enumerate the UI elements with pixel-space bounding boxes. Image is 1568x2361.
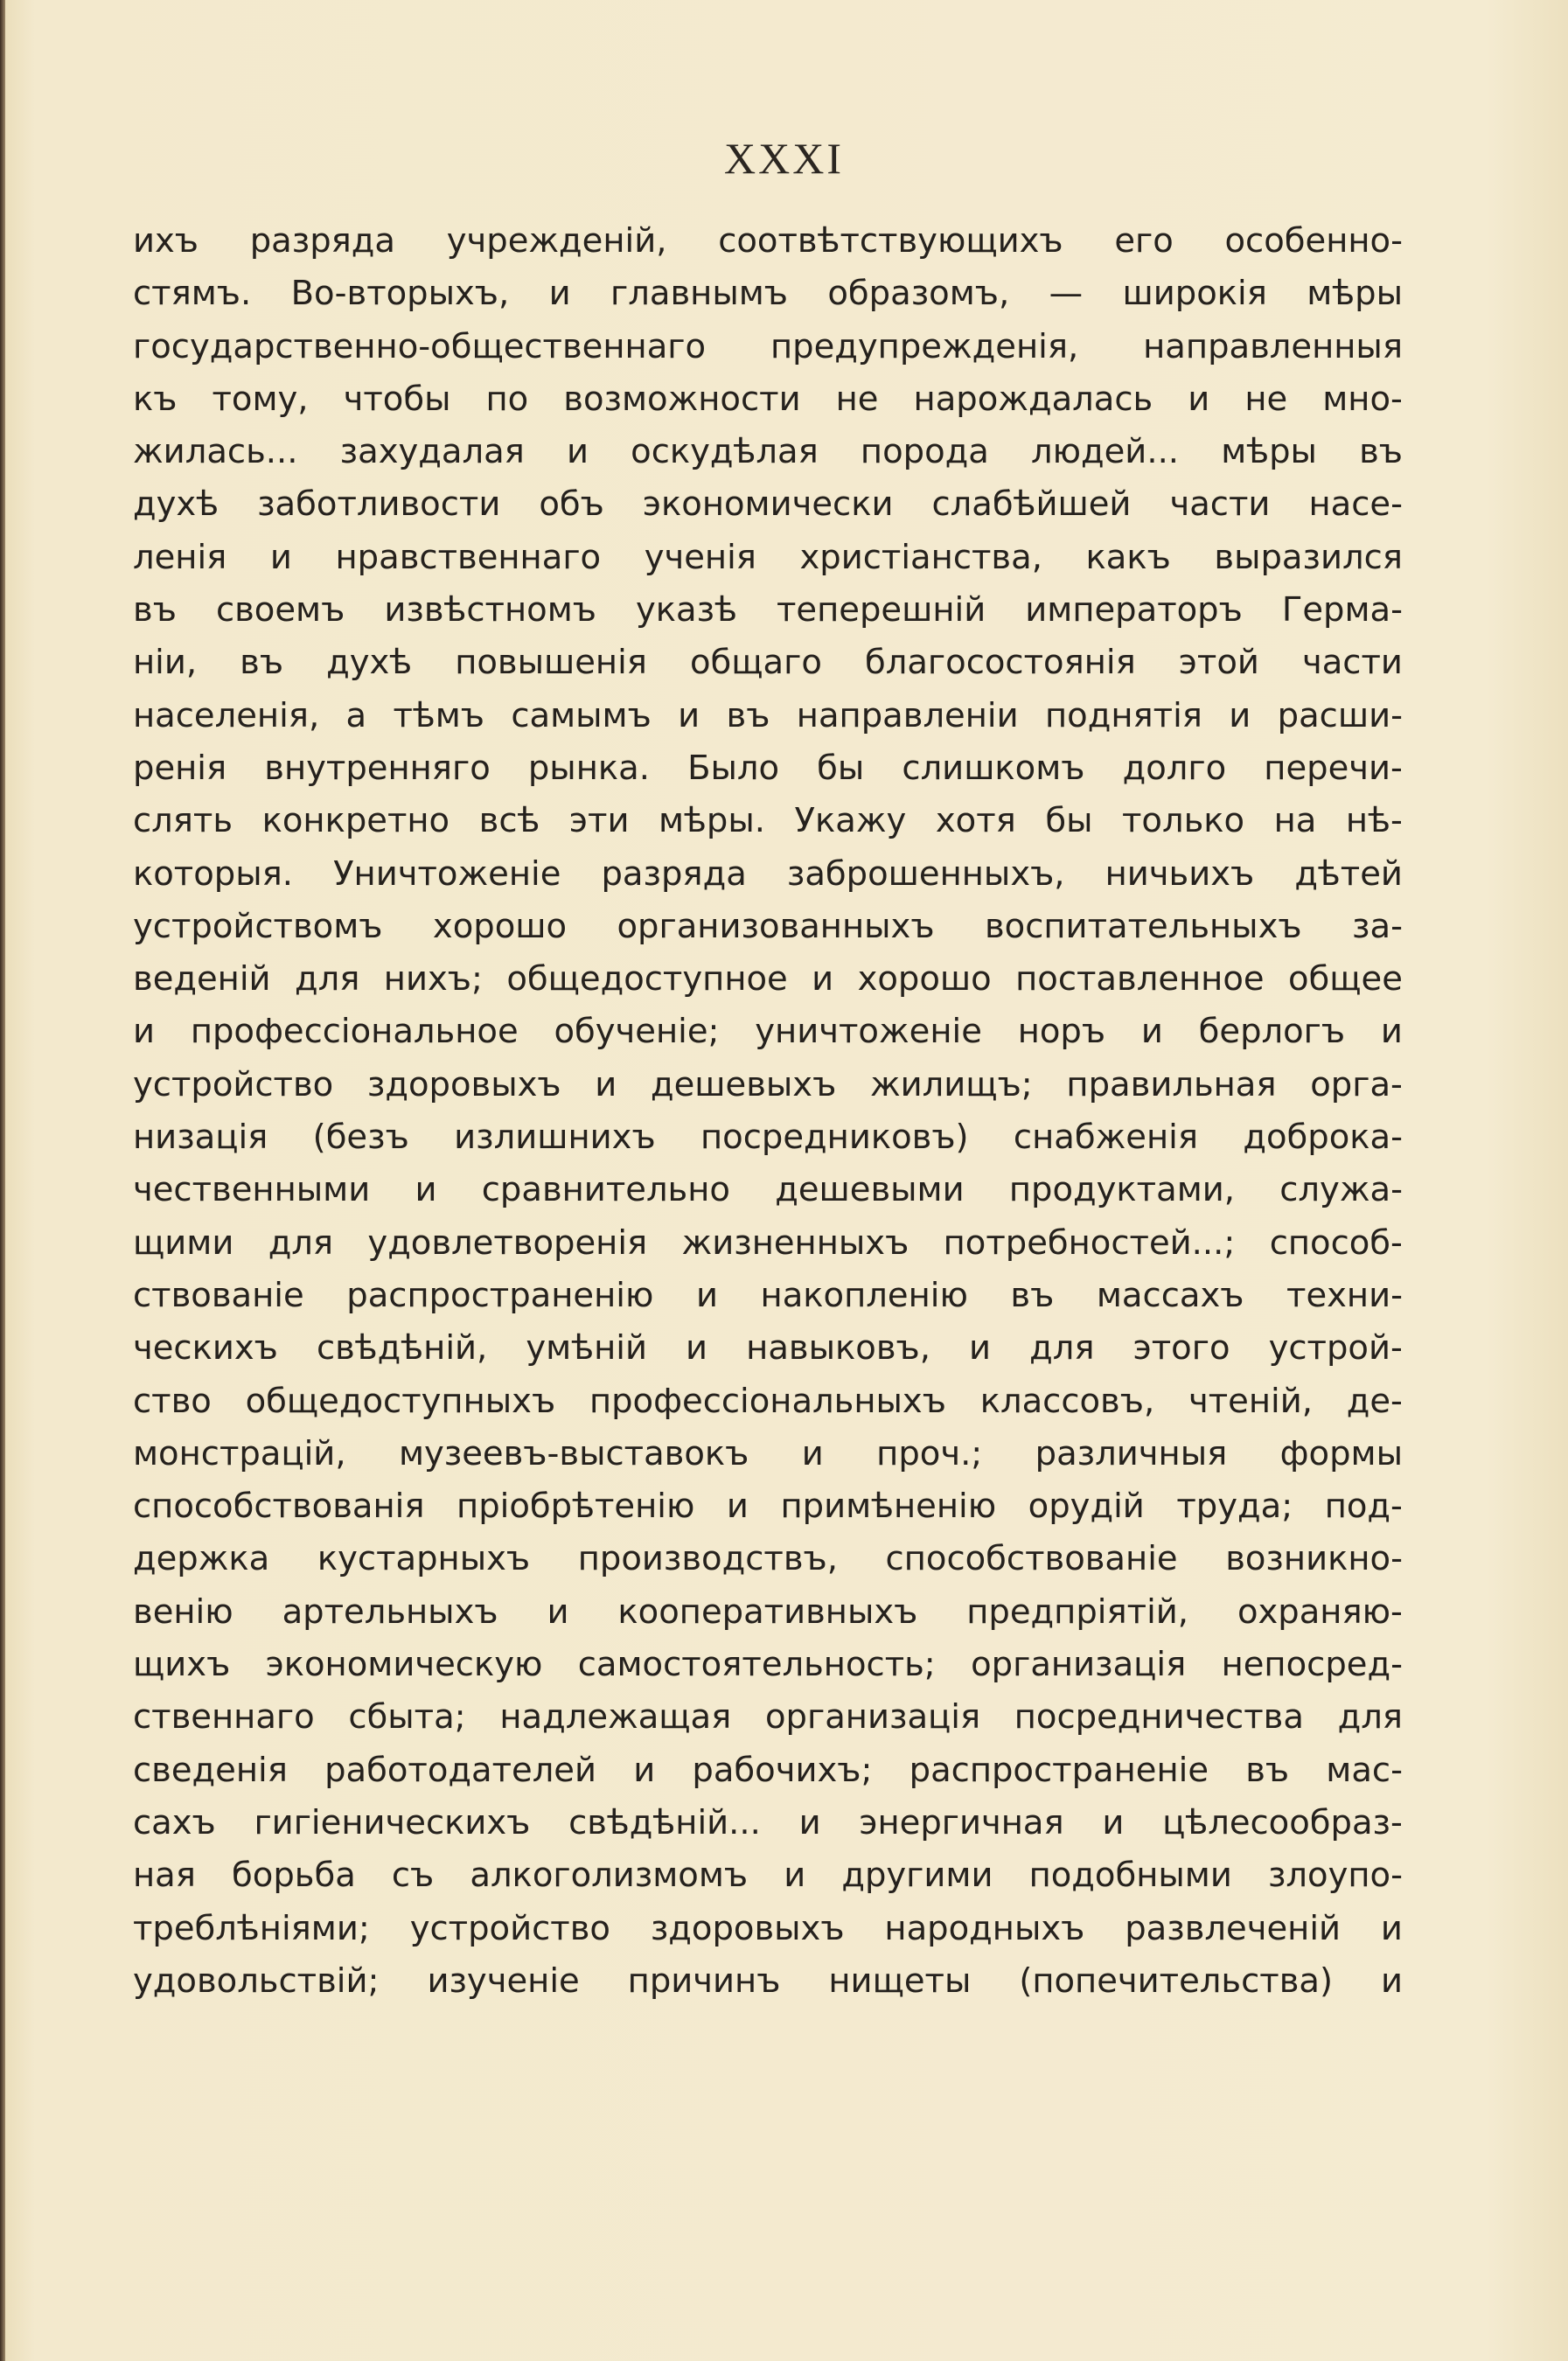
word: посредничества bbox=[1014, 1697, 1304, 1738]
text-line bbox=[133, 532, 1403, 584]
text-line bbox=[133, 637, 1403, 689]
word: народныхъ bbox=[884, 1908, 1085, 1948]
word: устрой- bbox=[1268, 1328, 1403, 1369]
word: щими bbox=[133, 1222, 234, 1263]
word: общедоступное bbox=[506, 959, 788, 999]
word: производствъ, bbox=[577, 1539, 838, 1579]
word: умѣній bbox=[526, 1328, 647, 1369]
word: и bbox=[1380, 1961, 1403, 2001]
word: примѣненію bbox=[780, 1487, 997, 1527]
text-line bbox=[133, 1059, 1403, 1111]
word: указѣ bbox=[635, 590, 737, 630]
text-line bbox=[133, 373, 1403, 426]
text-line bbox=[133, 690, 1403, 742]
text-line bbox=[133, 1006, 1403, 1058]
word: для bbox=[294, 959, 360, 999]
text-line bbox=[133, 1164, 1403, 1216]
word: (безъ bbox=[312, 1118, 409, 1158]
word: христіанства, bbox=[799, 537, 1042, 577]
word: людей... bbox=[1030, 432, 1180, 472]
word: Во-вторыхъ, bbox=[290, 274, 510, 314]
word: устройство bbox=[133, 1064, 334, 1104]
word: заботливости bbox=[257, 484, 501, 525]
text-line bbox=[133, 1480, 1403, 1533]
word: поставленное bbox=[1015, 959, 1265, 999]
word: профессіональное bbox=[190, 1012, 519, 1052]
word: и bbox=[784, 1856, 806, 1896]
word: его bbox=[1114, 221, 1174, 261]
word: кустарныхъ bbox=[317, 1539, 531, 1579]
word: воспитательныхъ bbox=[984, 906, 1302, 946]
word: и bbox=[678, 695, 700, 735]
word: способ- bbox=[1269, 1222, 1403, 1263]
word: чественными bbox=[133, 1170, 371, 1210]
text-line bbox=[133, 1903, 1403, 1955]
word: щихъ bbox=[133, 1645, 231, 1685]
word: Укажу bbox=[794, 801, 907, 841]
word: нищеты bbox=[828, 1961, 972, 2001]
word: способствованія bbox=[133, 1487, 425, 1527]
word: гигіеническихъ bbox=[254, 1802, 531, 1842]
word: своемъ bbox=[215, 590, 345, 630]
word: и bbox=[1102, 1802, 1125, 1842]
word: стямъ. bbox=[133, 274, 252, 314]
word: направленіи bbox=[796, 695, 1019, 735]
word: по bbox=[485, 379, 529, 419]
word: Уничтоженіе bbox=[333, 853, 561, 894]
word: доброка- bbox=[1243, 1118, 1403, 1158]
word: де- bbox=[1346, 1381, 1403, 1421]
word: въ bbox=[133, 590, 177, 630]
word: потребностей...; bbox=[943, 1222, 1236, 1263]
word: хорошо bbox=[432, 906, 568, 946]
word: мас- bbox=[1326, 1750, 1403, 1790]
word: этой bbox=[1178, 643, 1259, 683]
text-line bbox=[133, 1639, 1403, 1691]
word: тѣмъ bbox=[393, 695, 485, 735]
word: хорошо bbox=[857, 959, 992, 999]
word: возникно- bbox=[1225, 1539, 1403, 1579]
word: и bbox=[633, 1750, 656, 1790]
word: — bbox=[1049, 274, 1084, 314]
word: особенно- bbox=[1224, 221, 1403, 261]
word: ная bbox=[133, 1856, 196, 1896]
word: надлежащая bbox=[499, 1697, 732, 1738]
word: и bbox=[1140, 1012, 1163, 1052]
word: расши- bbox=[1277, 695, 1403, 735]
word: направленныя bbox=[1143, 326, 1403, 366]
word: подобными bbox=[1028, 1856, 1232, 1896]
word: части bbox=[1301, 643, 1403, 683]
word: чтобы bbox=[343, 379, 451, 419]
word: самостоятельность; bbox=[577, 1645, 936, 1685]
word: массахъ bbox=[1096, 1275, 1244, 1315]
word: для bbox=[1337, 1697, 1403, 1738]
page-number: XXXI bbox=[724, 134, 844, 183]
word: веденій bbox=[133, 959, 271, 999]
word: перечи- bbox=[1264, 748, 1403, 788]
word: и bbox=[133, 1012, 156, 1052]
word: извѣстномъ bbox=[384, 590, 596, 630]
word: захудалая bbox=[339, 432, 525, 472]
word: къ bbox=[133, 379, 178, 419]
word: въ bbox=[726, 695, 770, 735]
word: музеевъ-выставокъ bbox=[398, 1433, 749, 1473]
word: дешевыхъ bbox=[651, 1064, 837, 1104]
word: под- bbox=[1324, 1487, 1403, 1527]
word: устройствомъ bbox=[133, 906, 383, 946]
word: монстрацій, bbox=[133, 1433, 346, 1473]
word: охраняю- bbox=[1237, 1591, 1403, 1632]
word: и bbox=[1380, 1908, 1403, 1948]
word: всѣ bbox=[478, 801, 540, 841]
word: общедоступныхъ bbox=[245, 1381, 556, 1421]
word: въ bbox=[240, 643, 284, 683]
word: орудій bbox=[1028, 1487, 1145, 1527]
word: нѣ- bbox=[1345, 801, 1403, 841]
word: благосостоянія bbox=[864, 643, 1136, 683]
word: и bbox=[1229, 695, 1251, 735]
word: въ bbox=[1359, 432, 1403, 472]
word: разряда bbox=[249, 221, 396, 261]
text-line bbox=[133, 953, 1403, 1006]
word: предупрежденія, bbox=[770, 326, 1079, 366]
word: государственно-общественнаго bbox=[133, 326, 707, 366]
word: разряда bbox=[601, 853, 747, 894]
word: дешевыми bbox=[775, 1170, 965, 1210]
text-line bbox=[133, 1586, 1403, 1639]
word: ніи, bbox=[133, 643, 198, 683]
word: и bbox=[1380, 1012, 1403, 1052]
text-line bbox=[133, 478, 1403, 531]
word: дѣтей bbox=[1294, 853, 1403, 894]
text-line bbox=[133, 1849, 1403, 1902]
word: труда; bbox=[1176, 1487, 1293, 1527]
word: устройство bbox=[409, 1908, 610, 1948]
text-line bbox=[133, 1797, 1403, 1849]
word: главнымъ bbox=[610, 274, 788, 314]
word: теперешній bbox=[777, 590, 986, 630]
word: алкоголизмомъ bbox=[470, 1856, 749, 1896]
word: и bbox=[548, 274, 571, 314]
word: различныя bbox=[1035, 1433, 1228, 1473]
word: другими bbox=[841, 1856, 993, 1896]
word: и bbox=[969, 1328, 992, 1369]
word: эти bbox=[568, 801, 630, 841]
word: конкретно bbox=[261, 801, 450, 841]
word: слишкомъ bbox=[902, 748, 1085, 788]
word: соотвѣтствующихъ bbox=[718, 221, 1063, 261]
word: какъ bbox=[1085, 537, 1171, 577]
text-line bbox=[133, 1691, 1403, 1744]
word: изученіе bbox=[427, 1961, 580, 2001]
word: берлогъ bbox=[1198, 1012, 1346, 1052]
word: хотя bbox=[935, 801, 1016, 841]
word: духѣ bbox=[326, 643, 413, 683]
word: пріобрѣтенію bbox=[456, 1487, 695, 1527]
word: Герма- bbox=[1281, 590, 1403, 630]
word: духѣ bbox=[133, 484, 220, 525]
word: а bbox=[345, 695, 367, 735]
word: и bbox=[415, 1170, 437, 1210]
word: проч.; bbox=[876, 1433, 983, 1473]
word: профессіональныхъ bbox=[589, 1381, 946, 1421]
word: возможности bbox=[563, 379, 801, 419]
word: и bbox=[812, 959, 834, 999]
word: чтеній, bbox=[1188, 1381, 1313, 1421]
word: удовлетворенія bbox=[367, 1222, 648, 1263]
word: снабженія bbox=[1013, 1118, 1198, 1158]
word: организованныхъ bbox=[617, 906, 935, 946]
word: мѣры bbox=[1307, 274, 1403, 314]
word: и bbox=[595, 1064, 617, 1104]
word: бы bbox=[817, 748, 865, 788]
word: повышенія bbox=[455, 643, 647, 683]
word: нарождалась bbox=[913, 379, 1153, 419]
word: сбыта; bbox=[348, 1697, 466, 1738]
word: бы bbox=[1045, 801, 1093, 841]
word: свѣдѣній, bbox=[316, 1328, 488, 1369]
word: правильная bbox=[1066, 1064, 1277, 1104]
word: ихъ bbox=[133, 221, 199, 261]
text-line bbox=[133, 1745, 1403, 1797]
word: на bbox=[1273, 801, 1317, 841]
word: мно- bbox=[1322, 379, 1403, 419]
word: и bbox=[798, 1802, 821, 1842]
word: для bbox=[268, 1222, 334, 1263]
word: здоровыхъ bbox=[366, 1064, 561, 1104]
word: служа- bbox=[1279, 1170, 1403, 1210]
word: въ bbox=[1010, 1275, 1055, 1315]
word: причинъ bbox=[627, 1961, 781, 2001]
word: артельныхъ bbox=[282, 1591, 498, 1632]
text-line bbox=[133, 1322, 1403, 1375]
word: только bbox=[1122, 801, 1245, 841]
word: объ bbox=[539, 484, 604, 525]
word: ство bbox=[133, 1381, 212, 1421]
word: (попечительства) bbox=[1019, 1961, 1333, 2001]
word: злоупо- bbox=[1267, 1856, 1403, 1896]
word: удовольствій; bbox=[133, 1961, 380, 2001]
word: экономически bbox=[642, 484, 894, 525]
word: общее bbox=[1288, 959, 1403, 999]
word: организація bbox=[971, 1645, 1187, 1685]
word: сведенія bbox=[133, 1750, 288, 1790]
word: ученія bbox=[644, 537, 756, 577]
word: обученіе; bbox=[554, 1012, 720, 1052]
word: работодателей bbox=[324, 1750, 597, 1790]
word: мѣры. bbox=[659, 801, 766, 841]
word: императоръ bbox=[1025, 590, 1243, 630]
word: и bbox=[695, 1275, 718, 1315]
text-line bbox=[133, 848, 1403, 901]
text-line bbox=[133, 215, 1403, 268]
word: и bbox=[1188, 379, 1210, 419]
word: орга- bbox=[1310, 1064, 1403, 1104]
word: широкія bbox=[1122, 274, 1267, 314]
word: оскудѣлая bbox=[631, 432, 819, 472]
word: свѣдѣній... bbox=[568, 1802, 761, 1842]
word: для bbox=[1029, 1328, 1095, 1369]
word: жилась... bbox=[133, 432, 298, 472]
word: части bbox=[1169, 484, 1271, 525]
word: ческихъ bbox=[133, 1328, 278, 1369]
word: порода bbox=[860, 432, 989, 472]
word: населенія, bbox=[133, 695, 320, 735]
word: классовъ, bbox=[979, 1381, 1155, 1421]
word: держка bbox=[133, 1539, 270, 1579]
word: жизненныхъ bbox=[681, 1222, 909, 1263]
word: способствованіе bbox=[885, 1539, 1178, 1579]
word: долго bbox=[1122, 748, 1227, 788]
word: продуктами, bbox=[1008, 1170, 1236, 1210]
word: треблѣніями; bbox=[133, 1908, 370, 1948]
word: сахъ bbox=[133, 1802, 216, 1842]
word: и bbox=[547, 1591, 569, 1632]
word: за- bbox=[1352, 906, 1403, 946]
word: ничьихъ bbox=[1105, 853, 1255, 894]
word: и bbox=[801, 1433, 824, 1473]
word: формы bbox=[1279, 1433, 1403, 1473]
word: выразился bbox=[1214, 537, 1403, 577]
word: слабѣйшей bbox=[931, 484, 1132, 525]
word: навыковъ, bbox=[746, 1328, 930, 1369]
word: въ bbox=[1245, 1750, 1290, 1790]
word: здоровыхъ bbox=[650, 1908, 845, 1948]
word: низація bbox=[133, 1118, 268, 1158]
word: уничтоженіе bbox=[755, 1012, 982, 1052]
text-line bbox=[133, 1217, 1403, 1270]
text-line bbox=[133, 1270, 1403, 1322]
word: распространенію bbox=[346, 1275, 654, 1315]
text-line bbox=[133, 742, 1403, 795]
text-line bbox=[133, 1955, 1403, 2008]
word: излишнихъ bbox=[454, 1118, 656, 1158]
word: развлеченій bbox=[1125, 1908, 1342, 1948]
word: ренія bbox=[133, 748, 227, 788]
word: не bbox=[835, 379, 879, 419]
word: тому, bbox=[212, 379, 309, 419]
word: мѣры bbox=[1221, 432, 1317, 472]
word: насе- bbox=[1308, 484, 1403, 525]
text-line bbox=[133, 901, 1403, 953]
word: жилищъ; bbox=[869, 1064, 1033, 1104]
word: рынка. bbox=[527, 748, 650, 788]
word: ственнаго bbox=[133, 1697, 315, 1738]
word: предпріятій, bbox=[966, 1591, 1189, 1632]
text-line bbox=[133, 1111, 1403, 1164]
word: норъ bbox=[1017, 1012, 1106, 1052]
word: и bbox=[726, 1487, 749, 1527]
text-line bbox=[133, 426, 1403, 478]
word: посредниковъ) bbox=[700, 1118, 969, 1158]
word: не bbox=[1244, 379, 1288, 419]
word: венію bbox=[133, 1591, 233, 1632]
word: рабочихъ; bbox=[692, 1750, 873, 1790]
page-edge-shadow bbox=[0, 0, 5, 2361]
word: цѣлесообраз- bbox=[1162, 1802, 1403, 1842]
text-line bbox=[133, 584, 1403, 637]
word: техни- bbox=[1286, 1275, 1403, 1315]
word: учрежденій, bbox=[446, 221, 667, 261]
text-line bbox=[133, 321, 1403, 373]
word: экономическую bbox=[265, 1645, 543, 1685]
word: внутренняго bbox=[264, 748, 491, 788]
text-line bbox=[133, 795, 1403, 847]
word: энергичная bbox=[859, 1802, 1064, 1842]
word: образомъ, bbox=[827, 274, 1010, 314]
text-line bbox=[133, 1428, 1403, 1480]
word: которыя. bbox=[133, 853, 294, 894]
word: и bbox=[566, 432, 589, 472]
word: непосред- bbox=[1221, 1645, 1403, 1685]
word: Было bbox=[687, 748, 780, 788]
word: этого bbox=[1132, 1328, 1230, 1369]
word: самымъ bbox=[511, 695, 652, 735]
word: и bbox=[269, 537, 292, 577]
word: слять bbox=[133, 801, 233, 841]
word: поднятія bbox=[1044, 695, 1202, 735]
word: ленія bbox=[133, 537, 227, 577]
word: организація bbox=[764, 1697, 981, 1738]
word: нихъ; bbox=[383, 959, 483, 999]
word: борьба bbox=[232, 1856, 356, 1896]
word: нравственнаго bbox=[335, 537, 602, 577]
text-line bbox=[133, 1376, 1403, 1428]
word: распространеніе bbox=[909, 1750, 1209, 1790]
word: съ bbox=[391, 1856, 435, 1896]
word: заброшенныхъ, bbox=[786, 853, 1065, 894]
word: общаго bbox=[690, 643, 822, 683]
word: кооперативныхъ bbox=[617, 1591, 918, 1632]
body-text bbox=[133, 215, 1403, 2008]
word: накопленію bbox=[760, 1275, 968, 1315]
word: и bbox=[686, 1328, 708, 1369]
word: сравнительно bbox=[481, 1170, 730, 1210]
text-line bbox=[133, 268, 1403, 320]
word: ствованіе bbox=[133, 1275, 304, 1315]
text-line bbox=[133, 1533, 1403, 1585]
